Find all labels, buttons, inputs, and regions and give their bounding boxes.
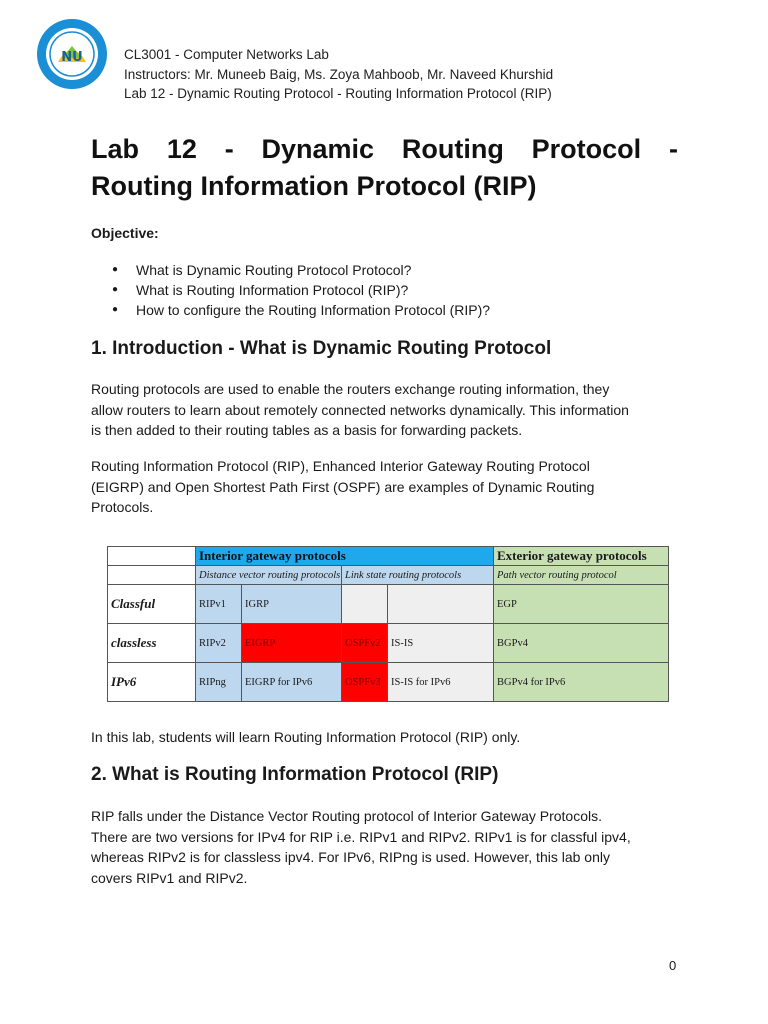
table-cell: RIPv1 <box>196 585 242 624</box>
objective-label: Objective: <box>91 225 159 241</box>
table-cell: EIGRP <box>242 624 342 663</box>
instructors: Instructors: Mr. Muneeb Baig, Ms. Zoya Mahboob, Mr. Naveed Khurshid <box>124 66 554 82</box>
table-cell: BGPv4 <box>494 624 669 663</box>
objective-list <box>112 260 490 320</box>
table-corner <box>108 547 196 566</box>
igp-header: Interior gateway protocols <box>196 547 494 566</box>
intro-paragraph-2 <box>91 456 691 518</box>
table-cell: OSPFv3 <box>342 663 388 702</box>
ls-subheader: Link state routing protocols <box>342 566 494 585</box>
list-item: ● How to configure the Routing Information Protocol (RIP)? <box>112 300 490 320</box>
table-row <box>108 585 669 624</box>
text-line: whereas RIPv2 is for classless ipv4. For IPv6, RIPng is used. However, this lab only <box>91 849 610 865</box>
table-cell <box>342 585 388 624</box>
title-word: - <box>224 134 234 164</box>
page-title <box>91 131 678 205</box>
list-item: ● What is Dynamic Routing Protocol Protocol? <box>112 260 490 280</box>
text-line: (EIGRP) and Open Shortest Path First (OSPF) are examples of Dynamic Routing <box>91 478 595 495</box>
routing-protocols-table <box>107 546 669 702</box>
table-cell: OSPFv2 <box>342 624 388 663</box>
table-cell: IS-IS <box>388 624 494 663</box>
title-word: 12 <box>166 134 197 164</box>
pv-subheader: Path vector routing protocol <box>494 566 669 585</box>
title-word: Lab <box>91 134 140 164</box>
text-line: covers RIPv1 and RIPv2. <box>91 869 248 886</box>
text-line: There are two versions for IPv4 for RIP i.e. RIPv1 and RIPv2. RIPv1 is for classful ipv4, <box>91 828 631 845</box>
svg-text:NU: NU <box>61 50 83 65</box>
text-line: Routing protocols are used to enable the routers exchange routing information, they <box>91 381 610 397</box>
table-row <box>108 624 669 663</box>
title-line-2: Routing Information Protocol (RIP) <box>91 171 537 201</box>
table-cell: EGP <box>494 585 669 624</box>
text-line: RIP falls under the Distance Vector Routing protocol of Interior Gateway Protocols. <box>91 808 602 824</box>
row-label: Classful <box>108 585 196 624</box>
course-name: CL3001 - Computer Networks Lab <box>124 47 329 62</box>
title-word: Protocol <box>531 134 642 164</box>
title-word: Dynamic <box>261 134 375 164</box>
university-seal-icon <box>36 18 108 90</box>
section-1-heading: 1. Introduction - What is Dynamic Routing Protocol <box>91 338 552 359</box>
text-line: is then added to their routing tables as a basis for forwarding packets. <box>91 422 523 438</box>
table-cell: RIPv2 <box>196 624 242 663</box>
lab-scope-text: In this lab, students will learn Routing Information Protocol (RIP) only. <box>91 729 521 745</box>
table-cell: IGRP <box>242 585 342 624</box>
rip-paragraph <box>91 806 691 888</box>
text-line: allow routers to learn about remotely connected networks dynamically. This information <box>91 401 629 418</box>
text-line: Routing Information Protocol (RIP), Enhanced Interior Gateway Routing Protocol <box>91 458 590 474</box>
row-label: IPv6 <box>108 663 196 702</box>
page-number: 0 <box>669 958 677 973</box>
list-item: ● What is Routing Information Protocol (RIP)? <box>112 280 490 300</box>
title-word: Routing <box>401 134 504 164</box>
dv-subheader: Distance vector routing protocols <box>196 566 342 585</box>
document-header <box>124 45 553 104</box>
table-cell: EIGRP for IPv6 <box>242 663 342 702</box>
intro-paragraph-1 <box>91 379 691 441</box>
section-2-heading: 2. What is Routing Information Protocol (RIP) <box>91 764 499 785</box>
table-cell: RIPng <box>196 663 242 702</box>
title-word: - <box>668 134 678 164</box>
text-line: Protocols. <box>91 499 154 515</box>
table-corner <box>108 566 196 585</box>
lab-name: Lab 12 - Dynamic Routing Protocol - Routing Information Protocol (RIP) <box>124 86 552 101</box>
row-label: classless <box>108 624 196 663</box>
table-cell: IS-IS for IPv6 <box>388 663 494 702</box>
egp-header: Exterior gateway protocols <box>494 547 669 566</box>
table-row <box>108 663 669 702</box>
table-cell: BGPv4 for IPv6 <box>494 663 669 702</box>
table-cell <box>388 585 494 624</box>
